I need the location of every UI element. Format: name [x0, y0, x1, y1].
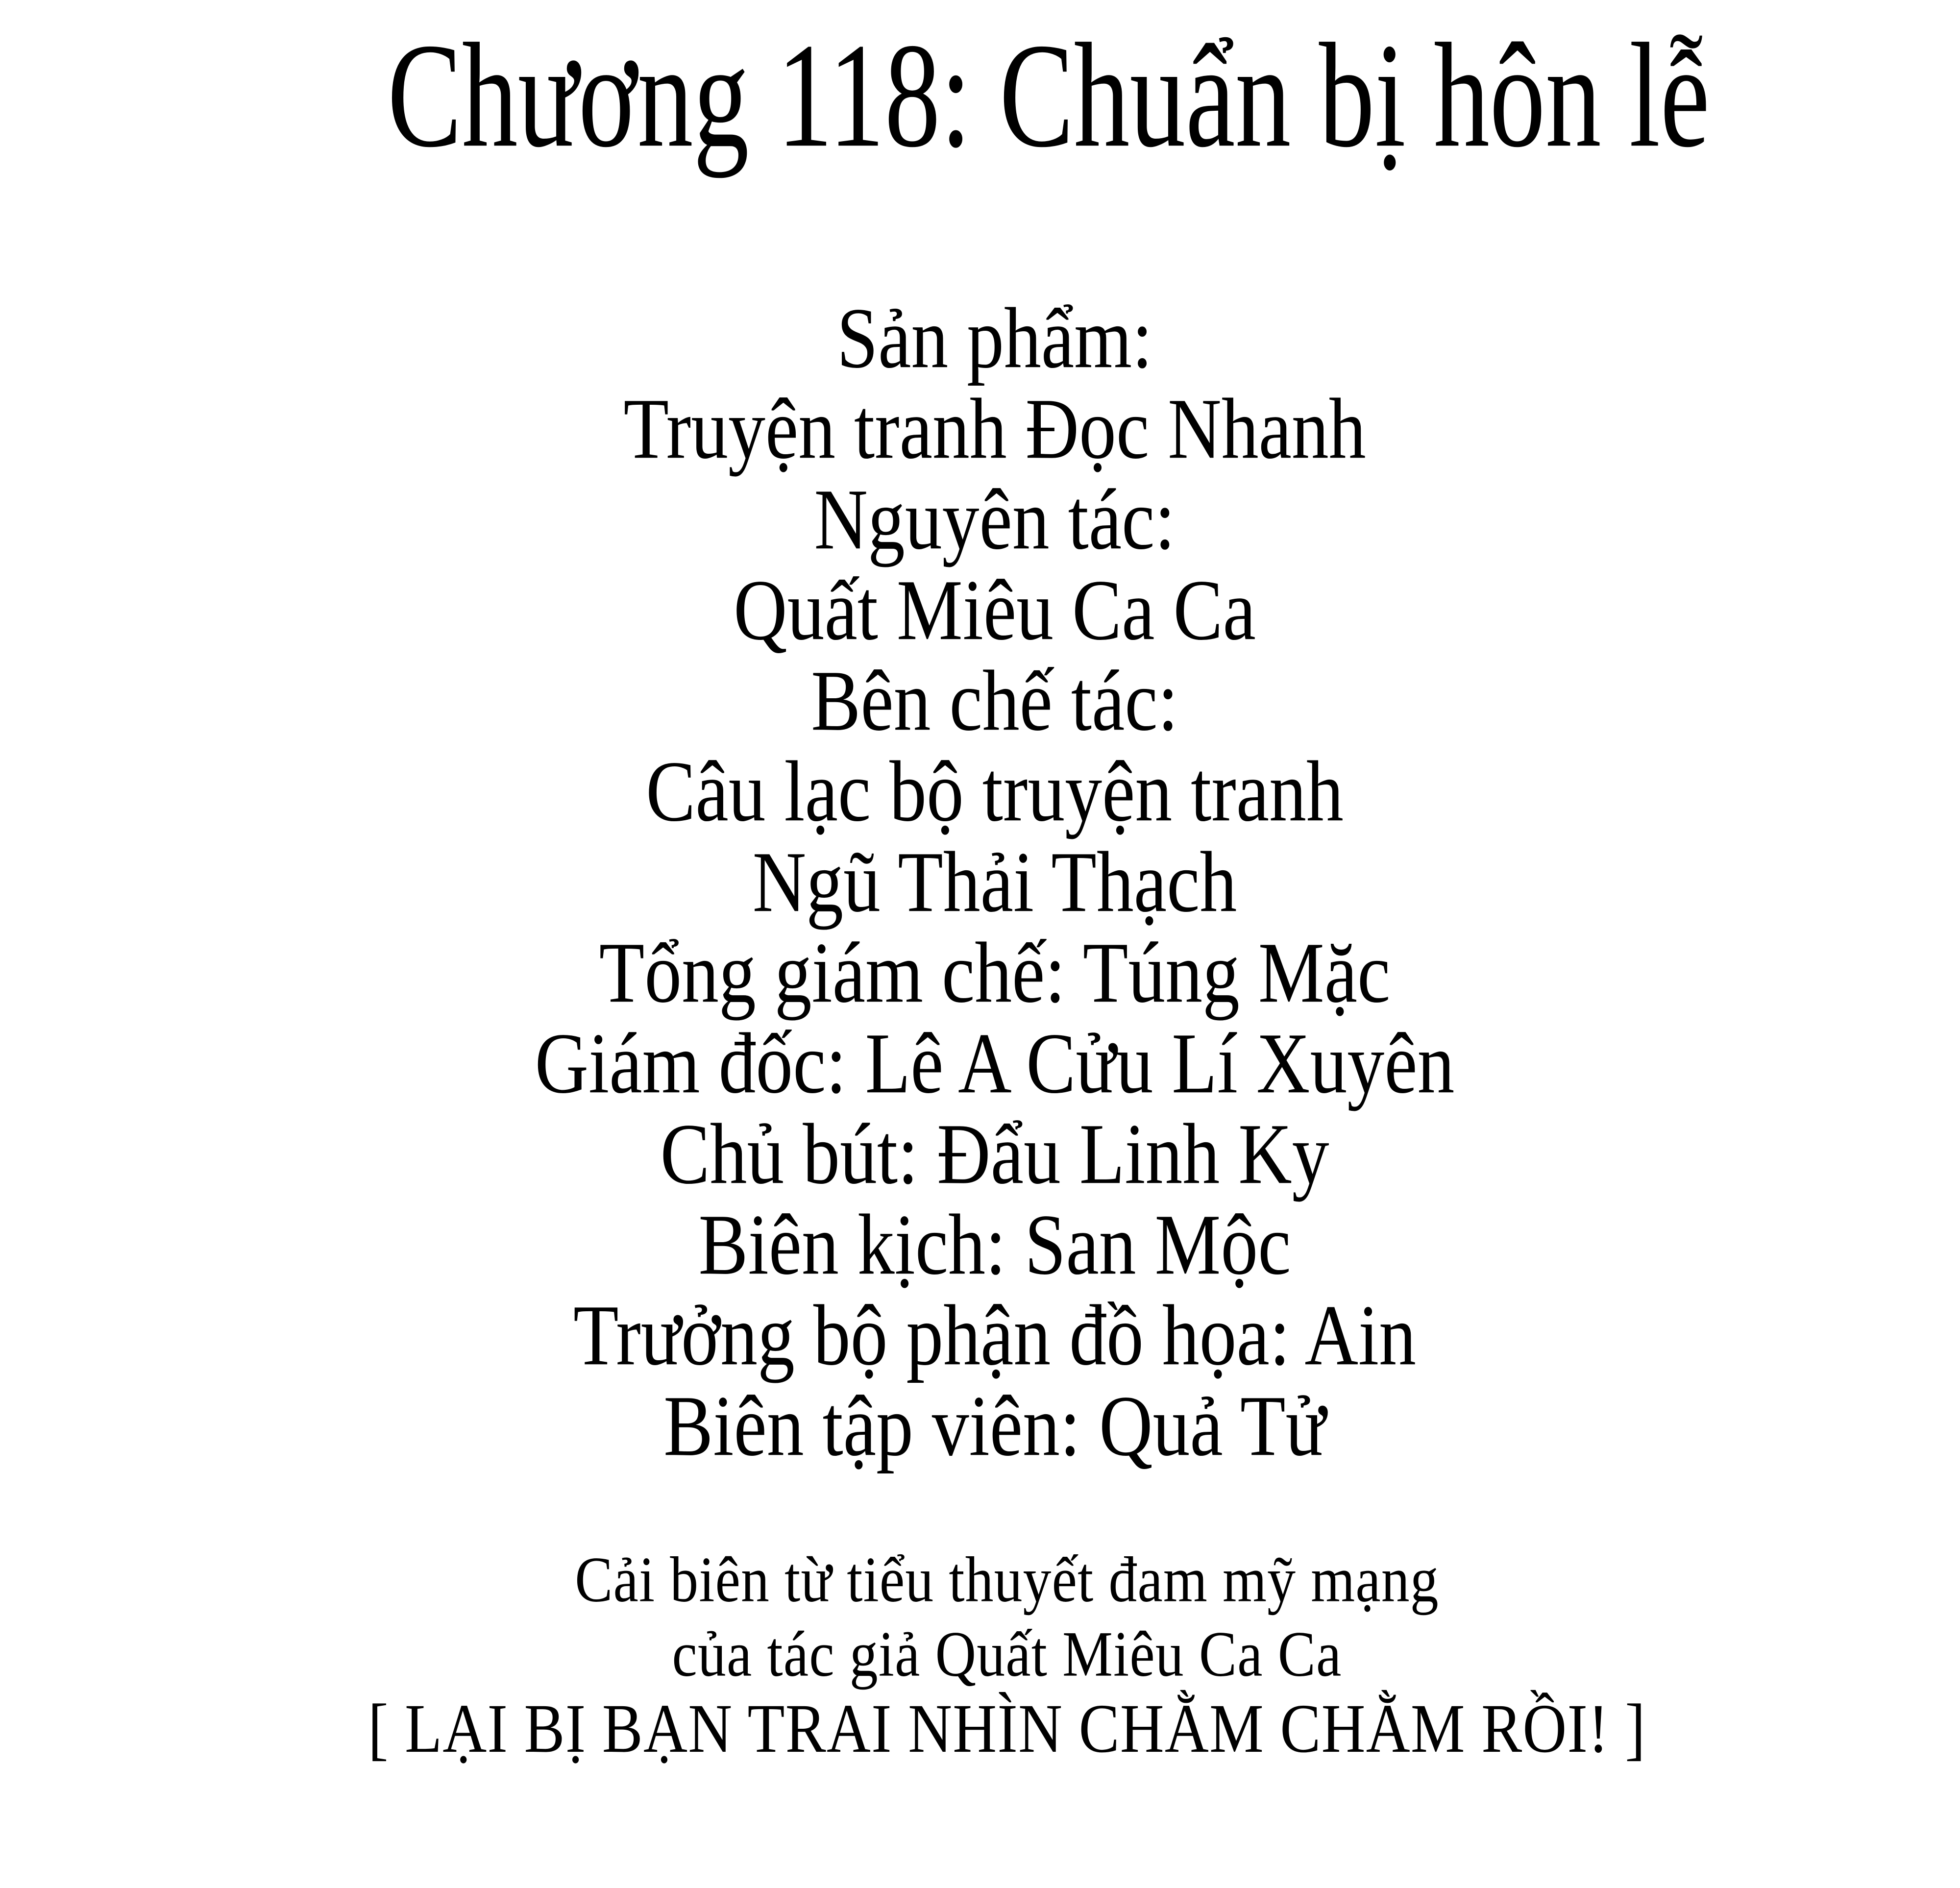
credit-line-screenwriter: Biên kịch: San Mộc — [698, 1197, 1291, 1293]
adaptation-note-line-2: của tác giả Quất Miêu Ca Ca — [672, 1618, 1342, 1690]
chapter-title: Chương 118: Chuẩn bị hôn lễ — [387, 12, 1710, 179]
credit-line-producer-label: Bên chế tác: — [811, 653, 1178, 749]
credit-line-art-lead: Trưởng bộ phận đồ họa: Ain — [573, 1287, 1417, 1384]
credit-line-product-value: Truyện tranh Đọc Nhanh — [623, 381, 1366, 477]
callout-line: [ LẠI BỊ BẠN TRAI NHÌN CHẰM CHẰM RỒI! ] — [368, 1690, 1646, 1767]
credit-line-chief-producer: Tổng giám chế: Túng Mặc — [599, 925, 1391, 1021]
adaptation-note-block — [27, 1543, 1960, 1766]
credit-line-original-author: Quất Miêu Ca Ca — [734, 562, 1256, 659]
credit-line-producer-name: Ngũ Thải Thạch — [752, 834, 1237, 931]
credit-line-editor: Biên tập viên: Quả Tử — [663, 1378, 1326, 1474]
adaptation-note-line-1: Cải biên từ tiểu thuyết đam mỹ mạng — [575, 1544, 1439, 1616]
credit-line-product-label: Sản phẩm: — [836, 290, 1153, 387]
credit-line-original-label: Nguyên tác: — [814, 471, 1176, 568]
credit-line-chief-editor: Chủ bút: Đẩu Linh Ky — [660, 1106, 1329, 1202]
credit-line-director: Giám đốc: Lê A Cửu Lí Xuyên — [535, 1015, 1455, 1112]
credits-block — [15, 290, 1960, 1474]
credit-line-producer-club: Câu lạc bộ truyện tranh — [646, 743, 1344, 840]
